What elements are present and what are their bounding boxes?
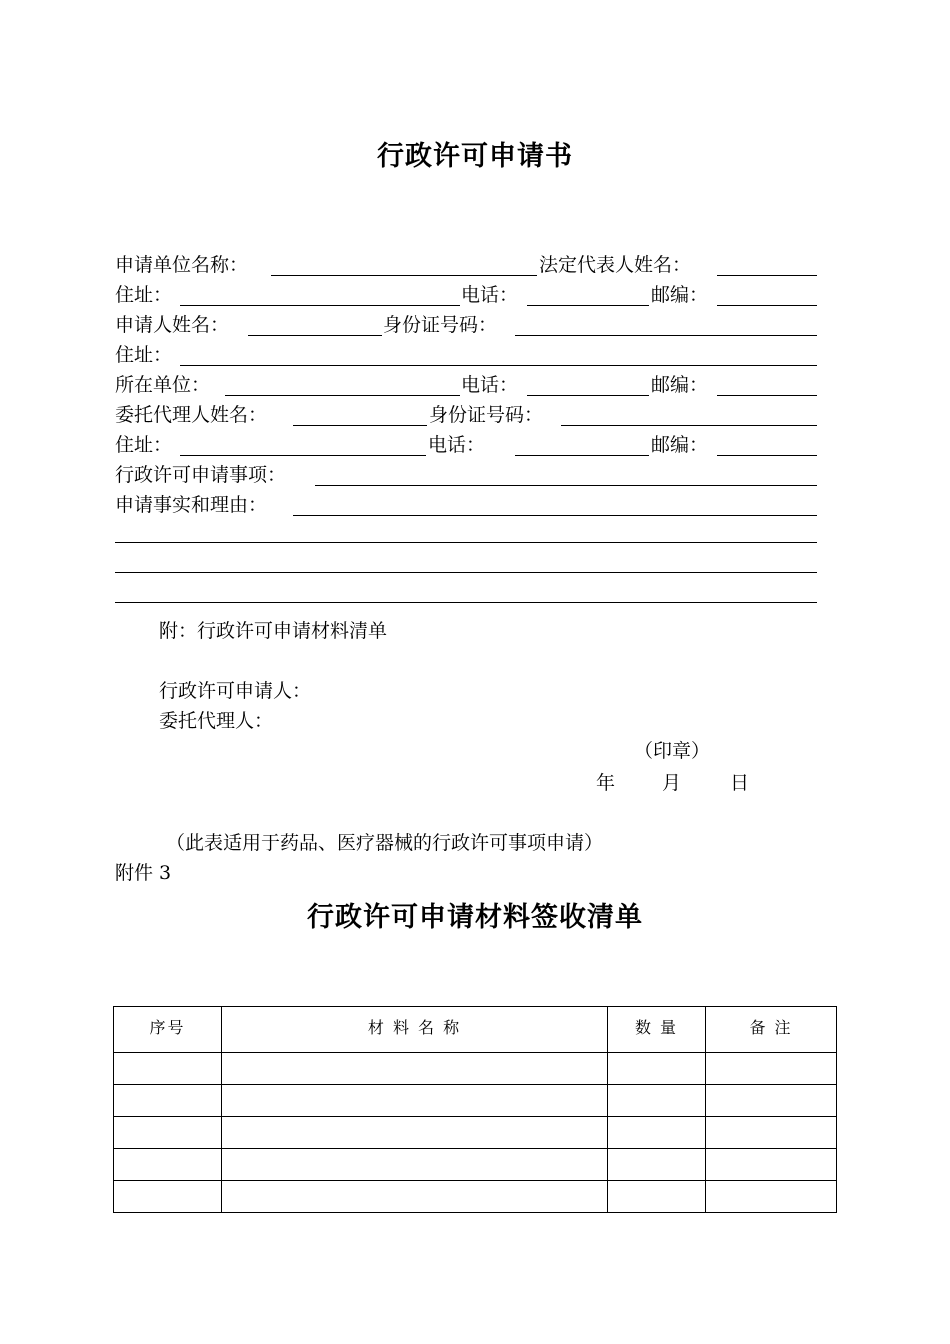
table-cell[interactable] <box>608 1053 706 1085</box>
form-row-applicant-unit <box>115 250 817 280</box>
unit-postcode-field[interactable] <box>717 305 817 306</box>
form-row-unit-address <box>115 280 817 310</box>
table-row <box>114 1149 837 1181</box>
table-row <box>114 1053 837 1085</box>
date-month: 月 <box>662 772 682 794</box>
form-title: 行政许可申请书 <box>377 141 573 172</box>
table-cell[interactable] <box>608 1117 706 1149</box>
legal-rep-label: 法定代表人姓名： <box>539 254 692 276</box>
applicant-id-field[interactable] <box>515 335 817 336</box>
table-cell[interactable] <box>222 1149 608 1181</box>
table-header-row <box>114 1007 837 1053</box>
applicant-address-field[interactable] <box>180 365 817 366</box>
form-row-reasons <box>115 490 817 520</box>
form-row-permit-item <box>115 460 817 490</box>
agent-address-label: 住址： <box>115 434 173 456</box>
table-cell[interactable] <box>114 1117 222 1149</box>
agent-phone-field[interactable] <box>515 455 649 456</box>
materials-table <box>113 1006 837 1213</box>
table-cell[interactable] <box>114 1149 222 1181</box>
legal-rep-field[interactable] <box>717 275 817 276</box>
permit-item-label: 行政许可申请事项： <box>115 464 287 486</box>
agent-signature-label: 委托代理人： <box>159 710 274 732</box>
table-cell[interactable] <box>608 1085 706 1117</box>
table-cell[interactable] <box>608 1149 706 1181</box>
workplace-field[interactable] <box>225 395 460 396</box>
table-cell[interactable] <box>706 1053 837 1085</box>
table-cell[interactable] <box>706 1181 837 1213</box>
table-cell[interactable] <box>114 1181 222 1213</box>
scope-note: （此表适用于药品、医疗器械的行政许可事项申请） <box>166 832 604 854</box>
annex-label: 附件 3 <box>115 862 172 884</box>
applicant-address-label: 住址： <box>115 344 173 366</box>
workplace-postcode-label: 邮编： <box>651 374 709 396</box>
table-cell[interactable] <box>114 1085 222 1117</box>
agent-name-label: 委托代理人姓名： <box>115 404 268 426</box>
workplace-phone-label: 电话： <box>461 374 519 396</box>
column-header-quantity: 数 量 <box>608 1007 706 1053</box>
table-cell[interactable] <box>706 1149 837 1181</box>
column-header-index: 序号 <box>114 1007 222 1053</box>
permit-item-field[interactable] <box>315 485 817 486</box>
unit-address-field[interactable] <box>180 305 460 306</box>
table-cell[interactable] <box>608 1181 706 1213</box>
agent-address-field[interactable] <box>180 455 426 456</box>
agent-postcode-label: 邮编： <box>651 434 709 456</box>
seal-label: （印章） <box>634 740 711 762</box>
table-cell[interactable] <box>222 1085 608 1117</box>
reasons-label: 申请事实和理由： <box>115 494 268 516</box>
agent-postcode-field[interactable] <box>717 455 817 456</box>
form-row-workplace <box>115 370 817 400</box>
annex-title: 行政许可申请材料签收清单 <box>307 902 643 933</box>
applicant-unit-field[interactable] <box>271 275 537 276</box>
applicant-name-label: 申请人姓名： <box>115 314 230 336</box>
table-cell[interactable] <box>222 1181 608 1213</box>
attachment-note: 附：行政许可申请材料清单 <box>159 620 388 642</box>
table-cell[interactable] <box>222 1117 608 1149</box>
unit-phone-label: 电话： <box>461 284 519 306</box>
form-row-applicant-address <box>115 340 817 370</box>
form-row-agent-name <box>115 400 817 430</box>
unit-address-label: 住址： <box>115 284 173 306</box>
reasons-line-3[interactable] <box>115 572 817 573</box>
agent-phone-label: 电话： <box>428 434 486 456</box>
table-row <box>114 1085 837 1117</box>
agent-id-field[interactable] <box>561 425 817 426</box>
table-cell[interactable] <box>222 1053 608 1085</box>
applicant-signature-label: 行政许可申请人： <box>159 680 312 702</box>
workplace-phone-field[interactable] <box>527 395 649 396</box>
unit-postcode-label: 邮编： <box>651 284 709 306</box>
reasons-line-2[interactable] <box>115 542 817 543</box>
agent-name-field[interactable] <box>293 425 427 426</box>
applicant-name-field[interactable] <box>248 335 382 336</box>
applicant-id-label: 身份证号码： <box>383 314 498 336</box>
date-day: 日 <box>730 772 750 794</box>
unit-phone-field[interactable] <box>527 305 649 306</box>
agent-id-label: 身份证号码： <box>429 404 544 426</box>
form-row-applicant-name <box>115 310 817 340</box>
reasons-line-4[interactable] <box>115 602 817 603</box>
table-cell[interactable] <box>706 1085 837 1117</box>
table-cell[interactable] <box>114 1053 222 1085</box>
table-row <box>114 1117 837 1149</box>
column-header-material-name: 材 料 名 称 <box>222 1007 608 1053</box>
workplace-postcode-field[interactable] <box>717 395 817 396</box>
column-header-remarks: 备 注 <box>706 1007 837 1053</box>
form-row-agent-address <box>115 430 817 460</box>
table-cell[interactable] <box>706 1117 837 1149</box>
applicant-unit-label: 申请单位名称： <box>115 254 249 276</box>
date-year: 年 <box>596 772 616 794</box>
workplace-label: 所在单位： <box>115 374 211 396</box>
table-row <box>114 1181 837 1213</box>
reasons-field[interactable] <box>293 515 817 516</box>
